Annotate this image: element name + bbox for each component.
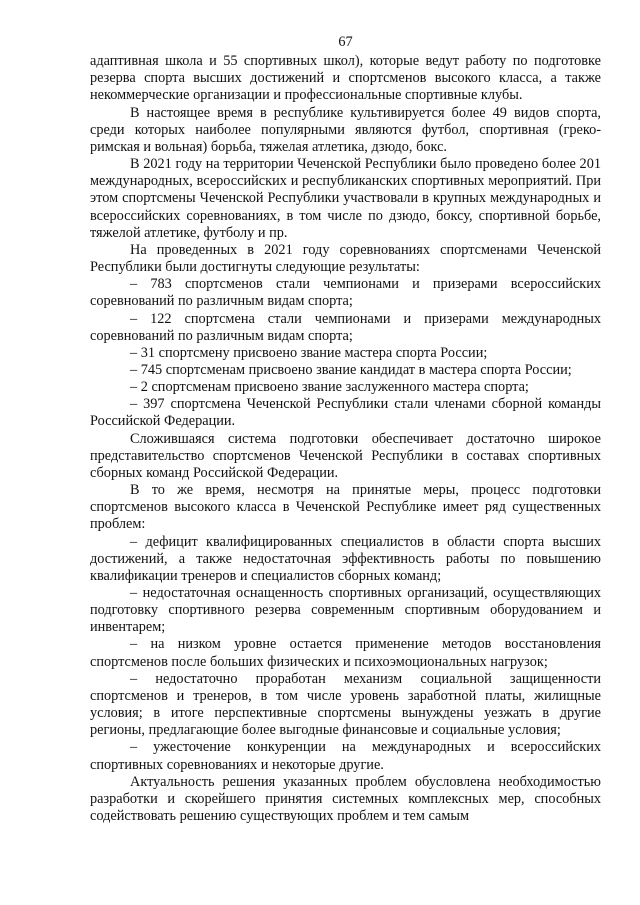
paragraph-training-system: Сложившаяся система подготовки обеспечивает достаточно широкое представительство спортсменов Чеченской Республики в составах спортивных сборных команд Российской Федерации. xyxy=(90,430,601,481)
list-item-problem: – недостаточно проработан механизм социальной защищенности спортсменов и тренеров, в том числе уровень заработной платы, жилищные условия; в итоге перспективные спортсмены вынуждены уезжать в другие регионы, предлагающие более выгодные финансовые и социальные условия; xyxy=(90,670,601,739)
list-item-result: – 122 спортсмена стали чемпионами и призерами международных соревнований по различным видам спорта; xyxy=(90,310,601,344)
page-number: 67 xyxy=(338,34,353,50)
list-item-problem: – недостаточная оснащенность спортивных организаций, осуществляющих подготовку спортивного резерва современным спортивным оборудованием и инвентарем; xyxy=(90,585,601,636)
list-item-result: – 31 спортсмену присвоено звание мастера спорта России; xyxy=(130,344,488,361)
list-item-problem: – ужесточение конкуренции на международных и всероссийских спортивных соревнованиях и некоторые другие. xyxy=(90,739,601,773)
list-item-result: – 745 спортсменам присвоено звание кандидат в мастера спорта России; xyxy=(130,361,572,378)
list-item-result: – 397 спортсмена Чеченской Республики стали членами сборной команды Российской Федерации. xyxy=(90,396,601,430)
paragraph-results-intro: На проведенных в 2021 году соревнованиях спортсменами Чеченской Республики были достигнуты следующие результаты: xyxy=(90,241,601,276)
list-item-problem: – дефицит квалифицированных специалистов в области спорта высших достижений, а также недостаточная эффективность работы по повышению квалификации тренеров и специалистов сборных команд; xyxy=(90,533,601,584)
paragraph-sports-types: В настоящее время в республике культивируется более 49 видов спорта, среди которых наиболее популярными являются футбол, спортивная (греко-римская и вольная) борьба, тяжелая атлетика, дзюдо, бокс. xyxy=(90,104,601,155)
list-item-result: – 783 спортсменов стали чемпионами и призерами всероссийских соревнований по различным видам спорта; xyxy=(90,276,601,310)
paragraph-schools: адаптивная школа и 55 спортивных школ), которые ведут работу по подготовке резерва спорта высших достижений и спортсменов высокого класса, а также некоммерческие организации и профессиональные спортивные клубы. xyxy=(90,53,601,104)
paragraph-events-2021: В 2021 году на территории Чеченской Республики было проведено более 201 международных, всероссийских и республиканских спортивных мероприятий. При этом спортсмены Чеченской Республики участвовали в крупных международных и всероссийских соревнованиях, в том числе по дзюдо, боксу, спортивной борьбе, тяжелой атлетике, футболу и пр. xyxy=(90,156,601,241)
paragraph-relevance: Актуальность решения указанных проблем обусловлена необходимостью разработки и скорейшего принятия системных комплексных мер, способных содействовать решению существующих проблем и тем самым xyxy=(90,773,601,825)
list-item-problem: – на низком уровне остается применение методов восстановления спортсменов после больших физических и психоэмоциональных нагрузок; xyxy=(90,636,601,670)
document-page xyxy=(90,34,601,825)
paragraph-problems-intro: В то же время, несмотря на принятые меры, процесс подготовки спортсменов высокого класса в Чеченской Республике имеет ряд существенных проблем: xyxy=(90,482,601,533)
list-item-result: – 2 спортсменам присвоено звание заслуженного мастера спорта; xyxy=(130,379,529,396)
